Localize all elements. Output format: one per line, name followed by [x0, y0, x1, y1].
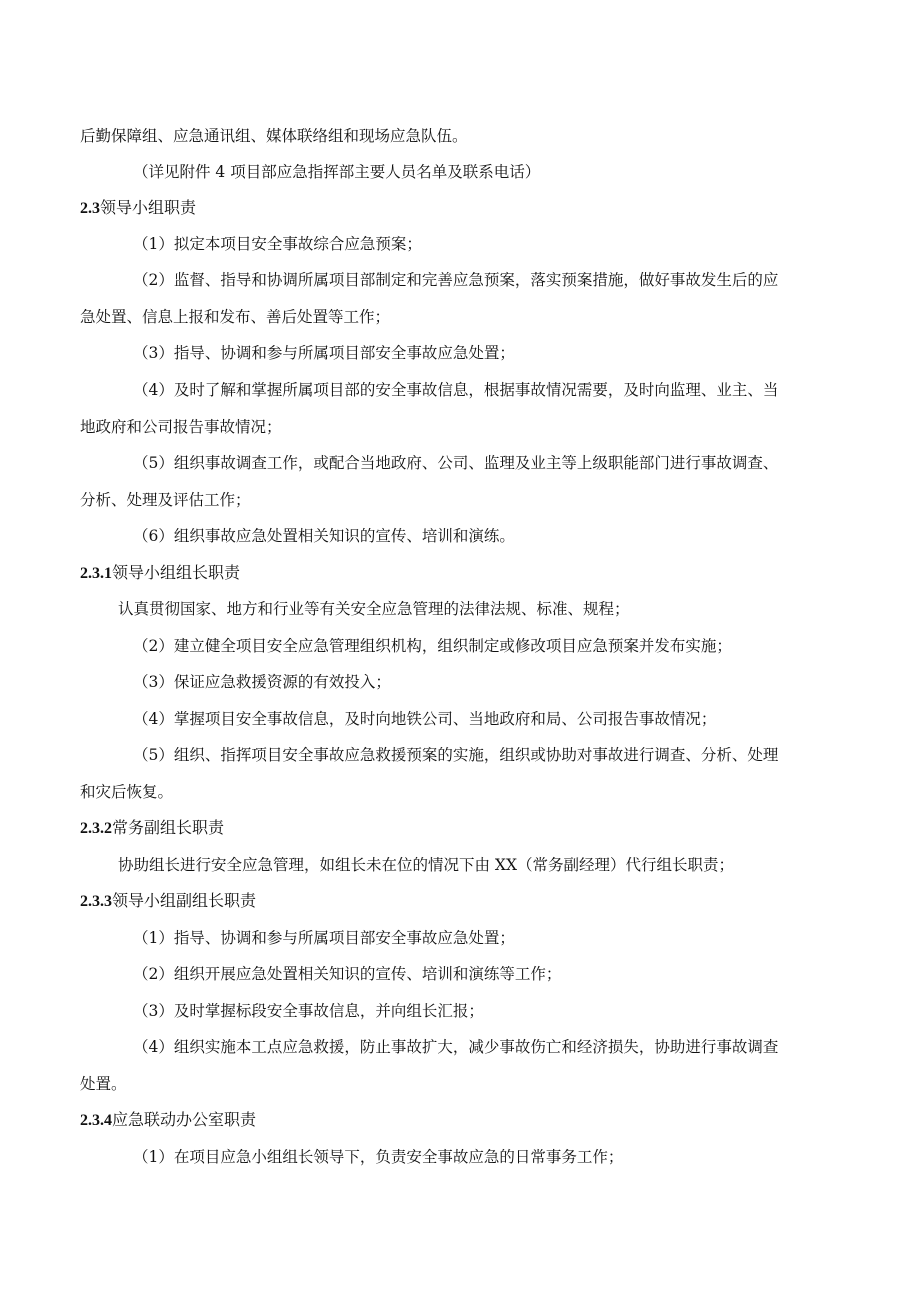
- paragraph-line: 急处置、信息上报和发布、善后处置等工作；: [80, 308, 391, 326]
- section-number: 2.3.1: [80, 565, 112, 582]
- paragraph-line: 认真贯彻国家、地方和行业等有关安全应急管理的法律法规、标准、规程；: [118, 600, 630, 618]
- paragraph-line: 后勤保障组、应急通讯组、媒体联络组和现场应急队伍。: [80, 127, 468, 145]
- paragraph-line: 处置。: [80, 1075, 127, 1093]
- section-heading: [80, 197, 196, 220]
- paragraph-line: （3）指导、协调和参与所属项目部安全事故应急处置；: [133, 344, 515, 362]
- section-title: 领导小组职责: [100, 198, 197, 217]
- paragraph-line: （1）在项目应急小组组长领导下，负责安全事故应急的日常事务工作；: [133, 1148, 624, 1166]
- section-title: 常务副组长职责: [112, 818, 225, 837]
- section-title: 领导小组副组长职责: [112, 891, 257, 910]
- paragraph-line: （1）指导、协调和参与所属项目部安全事故应急处置；: [133, 929, 515, 947]
- paragraph-line: （2）组织开展应急处置相关知识的宣传、培训和演练等工作；: [133, 965, 562, 983]
- section-title: 应急联动办公室职责: [112, 1110, 257, 1129]
- paragraph-line: （5）组织、指挥项目安全事故应急救援预案的实施，组织或协助对事故进行调查、分析、处理: [133, 746, 779, 764]
- section-title: 领导小组组长职责: [112, 563, 241, 582]
- paragraph-line: 和灾后恢复。: [80, 783, 174, 801]
- section-heading: [80, 890, 256, 913]
- paragraph-line: （3）及时掌握标段安全事故信息，并向组长汇报；: [133, 1002, 484, 1020]
- section-heading: [80, 562, 240, 585]
- paragraph-line: （1）拟定本项目安全事故综合应急预案；: [133, 235, 422, 253]
- paragraph-line: （详见附件 4 项目部应急指挥部主要人员名单及联系电话）: [133, 163, 541, 181]
- paragraph-line: （4）掌握项目安全事故信息，及时向地铁公司、当地政府和局、公司报告事故情况；: [133, 710, 717, 728]
- paragraph-line: （5）组织事故调查工作，或配合当地政府、公司、监理及业主等上级职能部门进行事故调查、: [133, 454, 779, 472]
- section-heading: [80, 817, 224, 840]
- paragraph-line: （2）建立健全项目安全应急管理组织机构，组织制定或修改项目应急预案并发布实施；: [133, 637, 732, 655]
- paragraph-line: 协助组长进行安全应急管理，如组长未在位的情况下由 XX（常务副经理）代行组长职责；: [118, 856, 734, 874]
- section-heading: [80, 1109, 256, 1132]
- paragraph-line: （6）组织事故应急处置相关知识的宣传、培训和演练。: [133, 527, 515, 545]
- paragraph-line: （3）保证应急救援资源的有效投入；: [133, 673, 391, 691]
- paragraph-line: 分析、处理及评估工作；: [80, 491, 251, 509]
- section-number: 2.3.4: [80, 1112, 112, 1129]
- section-number: 2.3.3: [80, 893, 112, 910]
- paragraph-line: （4）及时了解和掌握所属项目部的安全事故信息，根据事故情况需要，及时向监理、业主、当: [133, 381, 779, 399]
- paragraph-line: 地政府和公司报告事故情况；: [80, 418, 282, 436]
- paragraph-line: （4）组织实施本工点应急救援，防止事故扩大，减少事故伤亡和经济损失，协助进行事故调查: [133, 1038, 779, 1056]
- paragraph-line: （2）监督、指导和协调所属项目部制定和完善应急预案，落实预案措施，做好事故发生后的应: [133, 271, 779, 289]
- section-number: 2.3.2: [80, 820, 112, 837]
- section-number: 2.3: [80, 200, 100, 217]
